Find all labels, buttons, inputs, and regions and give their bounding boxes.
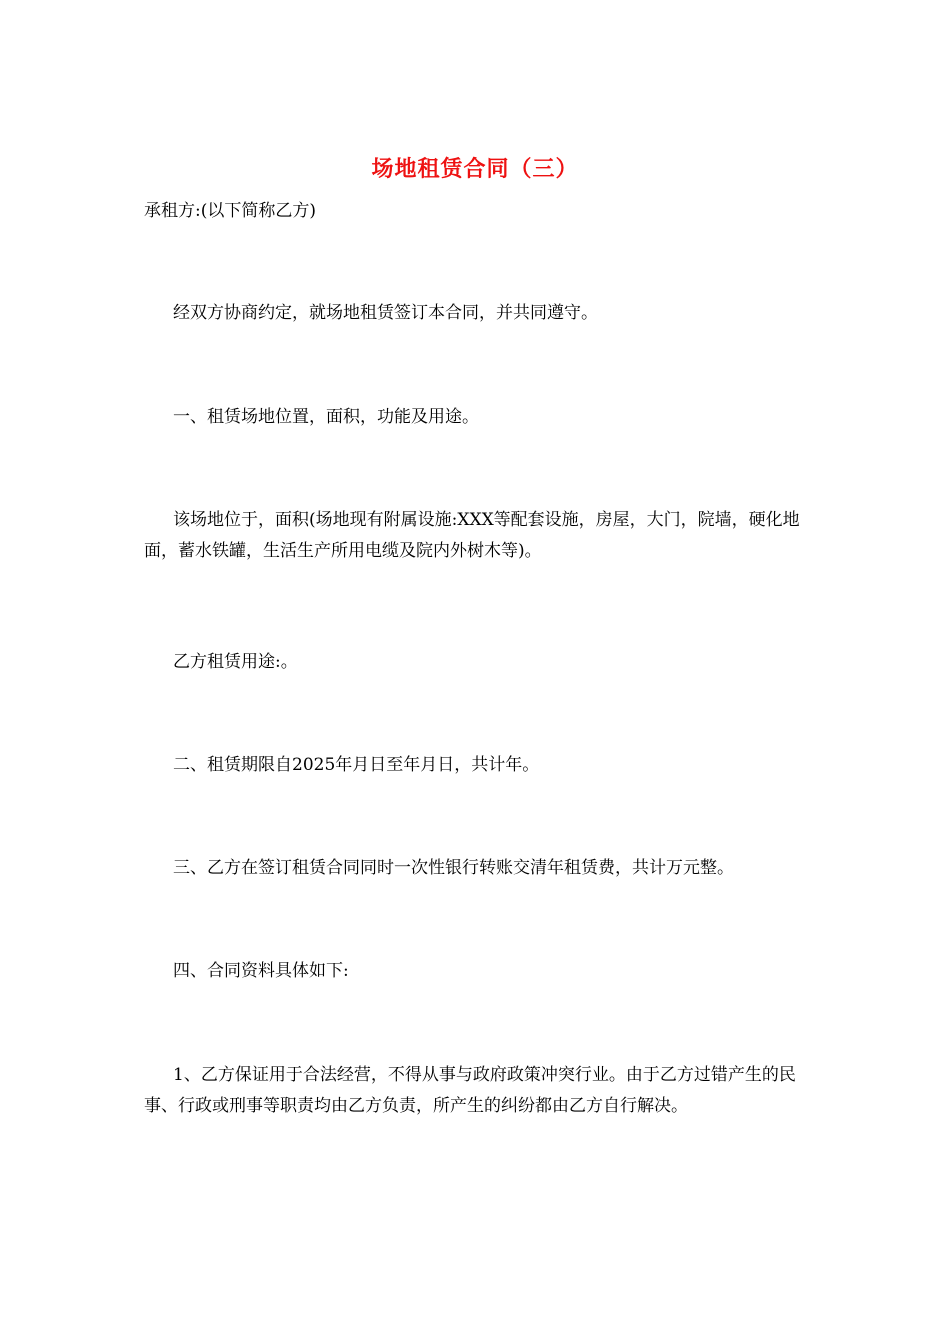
paragraph-site-description: 该场地位于，面积(场地现有附属设施:XXX等配套设施，房屋，大门，院墙，硬化地面，蓄水铁罐，生活生产所用电缆及院内外树木等)。 bbox=[144, 510, 800, 561]
paragraph-section-3-payment: 三、乙方在签订租赁合同同时一次性银行转账交清年租赁费，共计万元整。 bbox=[173, 858, 734, 878]
lessee-line: 承租方:(以下简称乙方) bbox=[144, 201, 316, 221]
paragraph-section-1-heading: 一、租赁场地位置，面积，功能及用途。 bbox=[173, 407, 479, 427]
paragraph-section-2-term: 二、租赁期限自2025年月日至年月日，共计年。 bbox=[173, 755, 540, 775]
paragraph-section-4-heading: 四、合同资料具体如下: bbox=[173, 961, 349, 981]
paragraph-clause-1: 1、乙方保证用于合法经营，不得从事与政府政策冲突行业。由于乙方过错产生的民事、行政或刑事等职责均由乙方负责，所产生的纠纷都由乙方自行解决。 bbox=[144, 1065, 796, 1116]
document-title: 场地租赁合同（三） bbox=[371, 156, 579, 182]
paragraph-agreement: 经双方协商约定，就场地租赁签订本合同，并共同遵守。 bbox=[173, 303, 598, 323]
paragraph-usage: 乙方租赁用途:。 bbox=[173, 652, 298, 672]
